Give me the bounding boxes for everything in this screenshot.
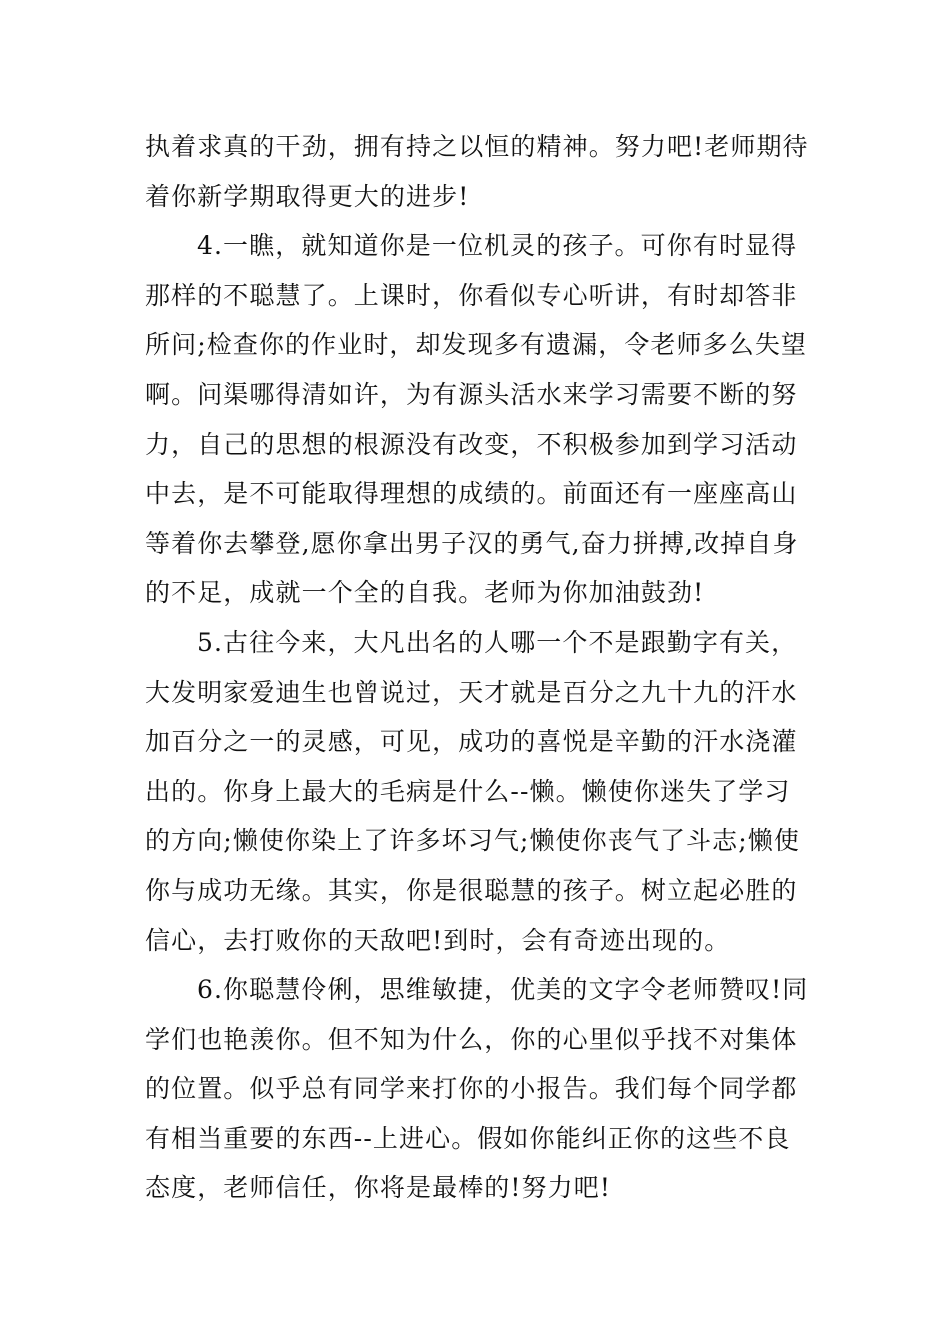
paragraph-start-line: 5.古往今来，大凡出名的人哪一个不是跟勤字有关， <box>197 627 798 657</box>
paragraph-start-line: 4.一瞧，就知道你是一位机灵的孩子。可你有时显得 <box>197 231 798 261</box>
text-line: 有相当重要的东西--上进心。假如你能纠正你的这些不良 <box>145 1123 791 1153</box>
text-line: 加百分之一的灵感，可见，成功的喜悦是辛勤的汗水浇灌 <box>145 727 798 757</box>
text-line: 所问;检查你的作业时，却发现多有遗漏，令老师多么失望 <box>145 330 808 360</box>
text-line: 学们也艳羡你。但不知为什么，你的心里似乎找不对集体 <box>145 1024 798 1054</box>
text-line: 态度，老师信任，你将是最棒的!努力吧! <box>145 1173 611 1203</box>
text-line: 的位置。似乎总有同学来打你的小报告。我们每个同学都 <box>145 1074 798 1104</box>
text-line: 着你新学期取得更大的进步! <box>145 181 470 211</box>
document-page <box>145 122 809 1213</box>
text-line: 中去，是不可能取得理想的成绩的。前面还有一座座高山 <box>145 479 798 509</box>
text-line: 出的。你身上最大的毛病是什么--懒。懒使你迷失了学习 <box>145 776 791 806</box>
text-line: 那样的不聪慧了。上课时，你看似专心听讲，有时却答非 <box>145 280 798 310</box>
text-line: 执着求真的干劲，拥有持之以恒的精神。努力吧!老师期待 <box>145 132 809 161</box>
text-line: 的方向;懒使你染上了许多坏习气;懒使你丧气了斗志;懒使 <box>145 826 800 856</box>
text-line: 大发明家爱迪生也曾说过，天才就是百分之九十九的汗水 <box>145 677 798 707</box>
text-line: 信心，去打败你的天敌吧!到时，会有奇迹出现的。 <box>145 925 731 955</box>
text-line: 的不足，成就一个全的自我。老师为你加油鼓劲! <box>145 578 705 608</box>
text-line: 啊。问渠哪得清如许，为有源头活水来学习需要不断的努 <box>145 379 798 409</box>
text-line: 力，自己的思想的根源没有改变，不积极参加到学习活动 <box>145 429 798 459</box>
paragraph-start-line: 6.你聪慧伶俐，思维敏捷，优美的文字令老师赞叹!同 <box>197 975 809 1005</box>
text-line: 你与成功无缘。其实，你是很聪慧的孩子。树立起必胜的 <box>145 875 798 905</box>
text-line: 等着你去攀登,愿你拿出男子汉的勇气,奋力拼搏,改掉自身 <box>145 528 799 558</box>
